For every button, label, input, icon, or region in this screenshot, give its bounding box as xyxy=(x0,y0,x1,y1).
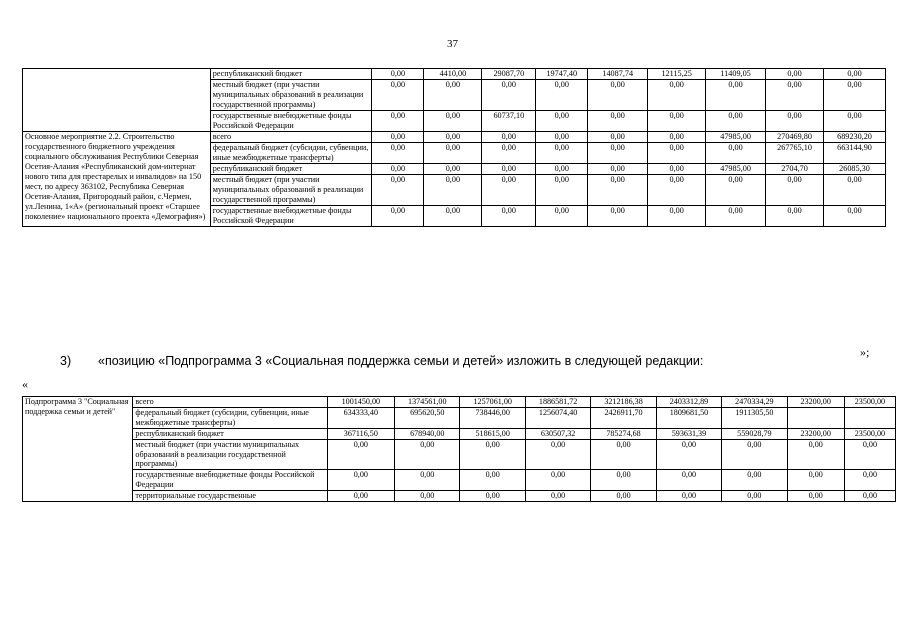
amount-cell: 0,00 xyxy=(395,470,460,491)
amount-cell: 0,00 xyxy=(722,470,787,491)
amount-cell: 26085,30 xyxy=(824,164,886,175)
funding-source-label: республиканский бюджет xyxy=(210,164,372,175)
amount-cell: 0,00 xyxy=(824,80,886,111)
funding-source-label: государственные внебюджетные фонды Российской Федерации xyxy=(210,206,372,227)
amount-cell: 678940,00 xyxy=(395,428,460,439)
amount-cell: 0,00 xyxy=(766,69,824,80)
amount-cell: 0,00 xyxy=(424,80,482,111)
amount-cell: 0,00 xyxy=(787,439,844,470)
amount-cell: 367116,50 xyxy=(327,428,394,439)
amount-cell: 0,00 xyxy=(482,143,536,164)
amount-cell: 2426911,70 xyxy=(591,407,656,428)
amount-cell xyxy=(844,407,895,428)
amount-cell: 0,00 xyxy=(525,470,590,491)
amount-cell: 0,00 xyxy=(372,206,424,227)
amount-cell: 630507,32 xyxy=(525,428,590,439)
table-row xyxy=(23,397,896,408)
amount-cell: 1257061,00 xyxy=(460,397,525,408)
amount-cell: 0,00 xyxy=(482,164,536,175)
amount-cell: 0,00 xyxy=(536,206,588,227)
amount-cell: 0,00 xyxy=(766,206,824,227)
amount-cell: 0,00 xyxy=(824,69,886,80)
amount-cell: 0,00 xyxy=(460,491,525,502)
amount-cell: 47985,00 xyxy=(706,132,766,143)
amount-cell: 0,00 xyxy=(844,439,895,470)
budget-table-activity-2-2 xyxy=(22,68,886,227)
amount-cell: 0,00 xyxy=(588,175,648,206)
amount-cell: 0,00 xyxy=(424,111,482,132)
amendment-item-3 xyxy=(60,354,703,368)
table-row xyxy=(23,491,896,502)
amount-cell: 634333,40 xyxy=(327,407,394,428)
funding-source-label: федеральный бюджет (субсидии, субвенции, иные межбюджетные трансферты) xyxy=(210,143,372,164)
amount-cell: 0,00 xyxy=(588,80,648,111)
funding-source-label: всего xyxy=(133,397,327,408)
funding-source-label: республиканский бюджет xyxy=(210,69,372,80)
amount-cell: 0,00 xyxy=(372,175,424,206)
opening-quote: « xyxy=(22,377,28,391)
amount-cell: 0,00 xyxy=(844,491,895,502)
amount-cell: 559028,79 xyxy=(722,428,787,439)
amount-cell: 19747,40 xyxy=(536,69,588,80)
funding-source-label: местный бюджет (при участии муниципальных образований в реализации государственной программы) xyxy=(210,175,372,206)
amount-cell: 689230,20 xyxy=(824,132,886,143)
amount-cell: 23500,00 xyxy=(844,428,895,439)
page-number: 37 xyxy=(447,38,458,50)
amount-cell: 0,00 xyxy=(482,132,536,143)
amount-cell: 2470334,29 xyxy=(722,397,787,408)
amount-cell: 0,00 xyxy=(588,111,648,132)
amount-cell: 4410,00 xyxy=(424,69,482,80)
amount-cell: 0,00 xyxy=(372,111,424,132)
amount-cell: 663144,90 xyxy=(824,143,886,164)
closing-quote: »; xyxy=(860,345,870,359)
amount-cell: 0,00 xyxy=(706,111,766,132)
amount-cell: 0,00 xyxy=(424,175,482,206)
amount-cell: 0,00 xyxy=(588,143,648,164)
amount-cell: 0,00 xyxy=(327,491,394,502)
amount-cell: 0,00 xyxy=(395,491,460,502)
program-item-name: Основное мероприятие 2.2. Строительство государственного бюджетного учреждения социального обслуживания Республики Северная Осетия-Алания «Республиканский дом-интернат нового типа для престарелых и инвалидов» на 150 мест, по адресу 363102, Республика Северная Осетия-Алания, Пригородный район, с.Чермен, ул.Ленина, 1«А» (региональный проект «Старшее поколение» национального проекта «Демография») xyxy=(23,132,211,227)
amount-cell: 0,00 xyxy=(588,206,648,227)
amount-cell xyxy=(787,407,844,428)
amount-cell: 0,00 xyxy=(327,470,394,491)
amount-cell: 0,00 xyxy=(372,164,424,175)
amount-cell: 0,00 xyxy=(536,164,588,175)
amount-cell: 0,00 xyxy=(482,175,536,206)
table-row xyxy=(23,132,886,143)
amount-cell: 0,00 xyxy=(591,439,656,470)
amount-cell: 0,00 xyxy=(824,175,886,206)
amount-cell: 0,00 xyxy=(536,111,588,132)
amount-cell: 0,00 xyxy=(591,470,656,491)
amount-cell: 0,00 xyxy=(482,80,536,111)
amount-cell: 1809681,50 xyxy=(656,407,721,428)
amount-cell: 14087,74 xyxy=(588,69,648,80)
amount-cell: 0,00 xyxy=(536,80,588,111)
amount-cell: 270469,80 xyxy=(766,132,824,143)
amount-cell: 0,00 xyxy=(824,206,886,227)
amount-cell: 0,00 xyxy=(787,491,844,502)
amount-cell: 60737,10 xyxy=(482,111,536,132)
amount-cell: 0,00 xyxy=(482,206,536,227)
amount-cell: 0,00 xyxy=(588,132,648,143)
amount-cell: 1256074,40 xyxy=(525,407,590,428)
amount-cell: 785274,68 xyxy=(591,428,656,439)
amount-cell: 0,00 xyxy=(424,143,482,164)
empty-merged-cell xyxy=(23,69,211,132)
amount-cell: 0,00 xyxy=(460,470,525,491)
amount-cell: 23200,00 xyxy=(787,397,844,408)
funding-source-label: государственные внебюджетные фонды Российской Федерации xyxy=(210,111,372,132)
table-row xyxy=(23,69,886,80)
item-marker: 3) xyxy=(60,354,72,368)
amount-cell: 0,00 xyxy=(766,80,824,111)
table-row xyxy=(23,439,896,470)
amount-cell: 695620,50 xyxy=(395,407,460,428)
amount-cell: 0,00 xyxy=(648,143,706,164)
amount-cell: 0,00 xyxy=(766,111,824,132)
amount-cell: 0,00 xyxy=(327,439,394,470)
amount-cell: 0,00 xyxy=(588,164,648,175)
funding-source-label: территориальные государственные xyxy=(133,491,327,502)
amount-cell: 0,00 xyxy=(372,80,424,111)
amount-cell: 518615,00 xyxy=(460,428,525,439)
amount-cell: 47985,00 xyxy=(706,164,766,175)
amount-cell: 2403312,89 xyxy=(656,397,721,408)
item-text: «позицию «Подпрограмма 3 «Социальная поддержка семьи и детей» изложить в следующей редакции: xyxy=(98,354,704,368)
amount-cell: 0,00 xyxy=(460,439,525,470)
amount-cell: 0,00 xyxy=(372,69,424,80)
amount-cell: 0,00 xyxy=(648,132,706,143)
amount-cell: 1001450,00 xyxy=(327,397,394,408)
amount-cell: 0,00 xyxy=(706,175,766,206)
amount-cell: 3212186,38 xyxy=(591,397,656,408)
amount-cell: 23200,00 xyxy=(787,428,844,439)
amount-cell: 0,00 xyxy=(536,143,588,164)
amount-cell: 0,00 xyxy=(424,132,482,143)
funding-source-label: государственные внебюджетные фонды Российской Федерации xyxy=(133,470,327,491)
funding-source-label: местный бюджет (при участии муниципальных образований в реализации государственной программы) xyxy=(210,80,372,111)
table-row xyxy=(23,470,896,491)
amount-cell: 593631,39 xyxy=(656,428,721,439)
amount-cell: 23500,00 xyxy=(844,397,895,408)
amount-cell: 738446,00 xyxy=(460,407,525,428)
amount-cell: 0,00 xyxy=(648,164,706,175)
amount-cell: 0,00 xyxy=(787,470,844,491)
table-row xyxy=(23,407,896,428)
amount-cell: 267765,10 xyxy=(766,143,824,164)
amount-cell: 0,00 xyxy=(536,132,588,143)
budget-table-subprogram-3 xyxy=(22,396,896,502)
amount-cell: 1886581,72 xyxy=(525,397,590,408)
amount-cell: 0,00 xyxy=(706,80,766,111)
funding-source-label: всего xyxy=(210,132,372,143)
amount-cell: 0,00 xyxy=(656,439,721,470)
amount-cell: 0,00 xyxy=(706,143,766,164)
amount-cell: 12115,25 xyxy=(648,69,706,80)
amount-cell: 0,00 xyxy=(766,175,824,206)
amount-cell: 0,00 xyxy=(424,206,482,227)
amount-cell: 2704,70 xyxy=(766,164,824,175)
amount-cell: 0,00 xyxy=(722,491,787,502)
amount-cell: 0,00 xyxy=(656,470,721,491)
funding-source-label: местный бюджет (при участии муниципальных образований в реализации государственной программы) xyxy=(133,439,327,470)
amount-cell: 0,00 xyxy=(824,111,886,132)
amount-cell: 0,00 xyxy=(395,439,460,470)
table-row xyxy=(23,428,896,439)
amount-cell: 11409,05 xyxy=(706,69,766,80)
amount-cell: 0,00 xyxy=(656,491,721,502)
amount-cell: 0,00 xyxy=(722,439,787,470)
funding-source-label: федеральный бюджет (субсидии, субвенции, иные межбюджетные трансферты) xyxy=(133,407,327,428)
amount-cell: 0,00 xyxy=(591,491,656,502)
amount-cell: 0,00 xyxy=(372,143,424,164)
amount-cell: 0,00 xyxy=(536,175,588,206)
amount-cell: 0,00 xyxy=(525,491,590,502)
program-item-name: Подпрограмма 3 "Социальная поддержка семьи и детей" xyxy=(23,397,133,502)
amount-cell: 0,00 xyxy=(706,206,766,227)
amount-cell: 0,00 xyxy=(648,175,706,206)
amount-cell: 0,00 xyxy=(424,164,482,175)
amount-cell: 29087,70 xyxy=(482,69,536,80)
amount-cell: 1374561,00 xyxy=(395,397,460,408)
amount-cell: 0,00 xyxy=(648,111,706,132)
amount-cell: 1911305,50 xyxy=(722,407,787,428)
amount-cell: 0,00 xyxy=(844,470,895,491)
funding-source-label: республиканский бюджет xyxy=(133,428,327,439)
amount-cell: 0,00 xyxy=(648,80,706,111)
amount-cell: 0,00 xyxy=(648,206,706,227)
amount-cell: 0,00 xyxy=(525,439,590,470)
amount-cell: 0,00 xyxy=(372,132,424,143)
